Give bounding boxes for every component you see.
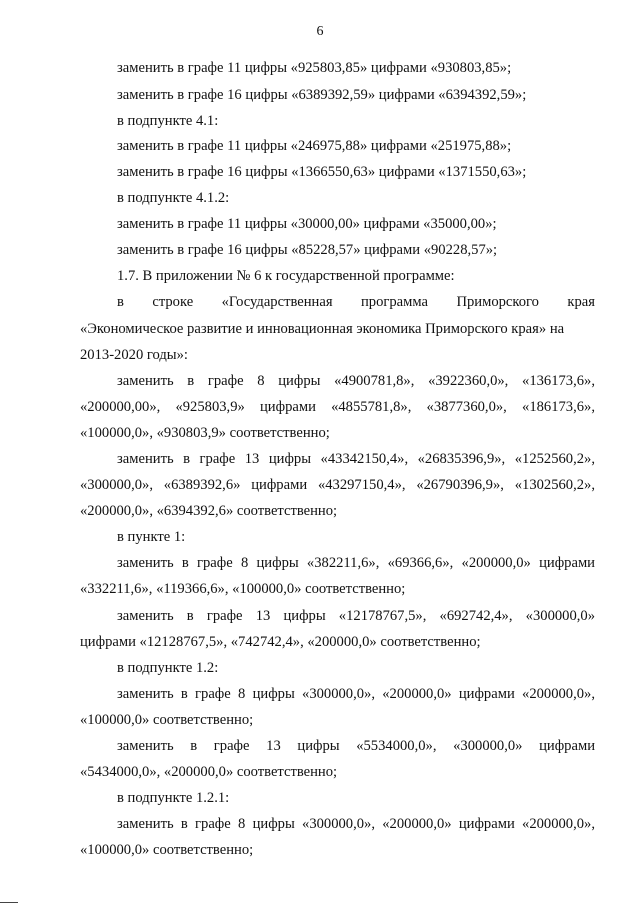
page-number: 6 <box>316 24 324 39</box>
text-line: «200000,00», «925803,9» цифрами «4855781,8», «3877360,0», «186173,6», <box>80 399 595 415</box>
text-line: 2013-2020 годы»: <box>80 347 188 363</box>
text-line: в подпункте 4.1.2: <box>117 190 230 206</box>
text-line: в пункте 1: <box>117 529 186 545</box>
text-line: заменить в графе 8 цифры «300000,0», «200000,0» цифрами «200000,0», <box>117 686 595 702</box>
text-line: «332211,6», «119366,6», «100000,0» соответственно; <box>80 581 406 597</box>
text-line: «5434000,0», «200000,0» соответственно; <box>80 764 338 780</box>
scan-edge-mark <box>0 902 18 903</box>
text-line: заменить в графе 16 цифры «85228,57» цифрами «90228,57»; <box>117 242 498 258</box>
text-line: заменить в графе 8 цифры «300000,0», «200000,0» цифрами «200000,0», <box>117 816 595 832</box>
text-line: заменить в графе 13 цифры «5534000,0», «300000,0» цифрами <box>117 738 595 754</box>
text-line: заменить в графе 13 цифры «12178767,5», «692742,4», «300000,0» <box>117 608 595 624</box>
text-line: заменить в графе 13 цифры «43342150,4», «26835396,9», «1252560,2», <box>117 451 595 467</box>
text-line: «300000,0», «6389392,6» цифрами «43297150,4», «26790396,9», «1302560,2», <box>80 477 595 493</box>
text-line: цифрами «12128767,5», «742742,4», «200000,0» соответственно; <box>80 634 481 650</box>
text-line: в подпункте 4.1: <box>117 113 219 129</box>
text-line: заменить в графе 11 цифры «30000,00» цифрами «35000,00»; <box>117 216 497 232</box>
text-line: заменить в графе 11 цифры «246975,88» цифрами «251975,88»; <box>117 138 512 154</box>
text-line: «100000,0», «930803,9» соответственно; <box>80 425 330 441</box>
text-line: «100000,0» соответственно; <box>80 712 254 728</box>
text-line: заменить в графе 8 цифры «382211,6», «69366,6», «200000,0» цифрами <box>117 555 595 571</box>
text-line: в подпункте 1.2.1: <box>117 790 230 806</box>
text-line: «100000,0» соответственно; <box>80 842 254 858</box>
text-line: заменить в графе 11 цифры «925803,85» цифрами «930803,85»; <box>117 60 512 76</box>
text-line: заменить в графе 16 цифры «6389392,59» цифрами «6394392,59»; <box>117 87 527 103</box>
text-line: «Экономическое развитие и инновационная экономика Приморского края» на <box>80 321 565 337</box>
text-line: «200000,0», «6394392,6» соответственно; <box>80 503 338 519</box>
text-line: в строке «Государственная программа Приморского края <box>117 294 595 310</box>
text-line: заменить в графе 8 цифры «4900781,8», «3922360,0», «136173,6», <box>117 373 595 389</box>
text-line: в подпункте 1.2: <box>117 660 219 676</box>
section-heading: 1.7. В приложении № 6 к государственной программе: <box>117 268 455 284</box>
text-line: заменить в графе 16 цифры «1366550,63» цифрами «1371550,63»; <box>117 164 527 180</box>
